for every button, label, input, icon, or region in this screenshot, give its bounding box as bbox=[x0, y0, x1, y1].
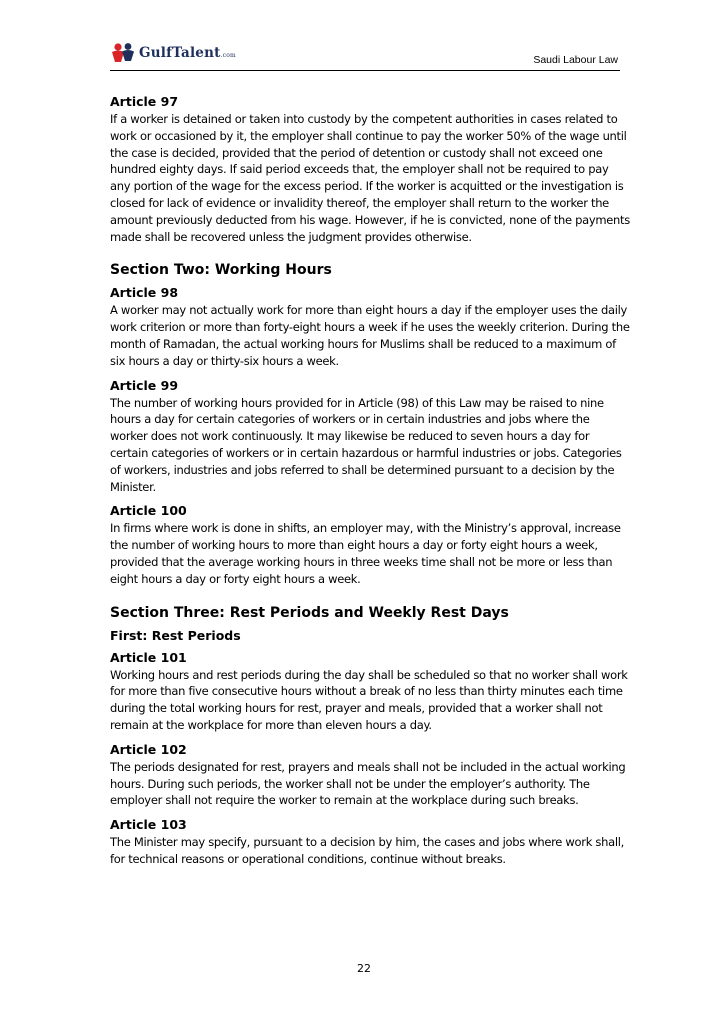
article-title: Article 102 bbox=[110, 741, 187, 757]
article-title: Article 103 bbox=[110, 817, 187, 833]
article-body: A worker may not actually work for more than eight hours a day if the employer uses the daily work criterion or more than forty-eight hours a week if he uses the weekly criterion. During the month of Ramadan, the actual working hours for Muslims shall be reduced to a maximum of six hours a day or thirty-six hours a week. bbox=[110, 303, 630, 368]
article-body: The Minister may specify, pursuant to a decision by him, the cases and jobs where work shall, for technical reasons or operational conditions, continue without breaks. bbox=[110, 835, 624, 866]
page-header bbox=[110, 36, 620, 71]
article-102 bbox=[110, 742, 630, 809]
article-body: In firms where work is done in shifts, an employer may, with the Ministry’s approval, increase the number of working hours to more than eight hours a day or forty eight hours a week, provided that the average working hours in three weeks time shall not be more or less than eight hours a day or forty eight hours a week. bbox=[110, 521, 621, 586]
article-101 bbox=[110, 650, 630, 734]
gulftalent-logo bbox=[110, 40, 236, 66]
article-title: Article 101 bbox=[110, 649, 187, 665]
rest-periods-subheading: First: Rest Periods bbox=[110, 627, 241, 643]
people-icon bbox=[110, 42, 136, 64]
article-body: If a worker is detained or taken into custody by the competent authorities in cases related to work or occasioned by it, the employer shall continue to pay the worker 50% of the wage until the case is decided, provided that the period of detention or custody shall not exceed one hundred eighty days. If said period exceeds that, the employer shall not be required to pay any portion of the wage for the excess period. If the worker is acquitted or the investigation is closed for lack of evidence or invalidity thereof, the employer shall return to the worker the amount previously deducted from his wage. However, if he is convicted, none of the payments made shall be recovered unless the judgment provides otherwise. bbox=[110, 112, 630, 244]
article-title: Article 98 bbox=[110, 285, 179, 301]
article-title: Article 100 bbox=[110, 503, 187, 519]
article-title: Article 97 bbox=[110, 94, 179, 109]
logo-wordmark: GulfTalent.com bbox=[139, 45, 236, 61]
page-number: 22 bbox=[357, 962, 371, 975]
article-98 bbox=[110, 285, 630, 369]
document-body bbox=[110, 94, 630, 876]
section-three-heading: Section Three: Rest Periods and Weekly Rest Days bbox=[110, 604, 509, 621]
article-103 bbox=[110, 817, 630, 868]
article-100 bbox=[110, 503, 630, 587]
document-title: Saudi Labour Law bbox=[533, 54, 618, 66]
article-title: Article 99 bbox=[110, 377, 179, 393]
section-two-heading: Section Two: Working Hours bbox=[110, 262, 332, 279]
article-body: The number of working hours provided for in Article (98) of this Law may be raised to nine hours a day for certain categories of workers or in certain industries and jobs where the worker does not work continuously. It may likewise be reduced to seven hours a day for certain categories of workers or in certain hazardous or harmful industries or jobs. Categories of workers, industries and jobs referred to shall be determined pursuant to a decision by the Minister. bbox=[110, 395, 622, 494]
article-body: The periods designated for rest, prayers and meals shall not be included in the actual working hours. During such periods, the worker shall not be under the employer’s authority. The employer shall not require the worker to remain at the workplace during such breaks. bbox=[110, 759, 626, 808]
article-97 bbox=[110, 94, 630, 245]
article-body: Working hours and rest periods during the day shall be scheduled so that no worker shall work for more than five consecutive hours without a break of no less than thirty minutes each time during the total working hours for rest, prayer and meals, provided that a worker shall not remain at the workplace for more than eleven hours a day. bbox=[110, 667, 628, 732]
article-99 bbox=[110, 378, 630, 496]
